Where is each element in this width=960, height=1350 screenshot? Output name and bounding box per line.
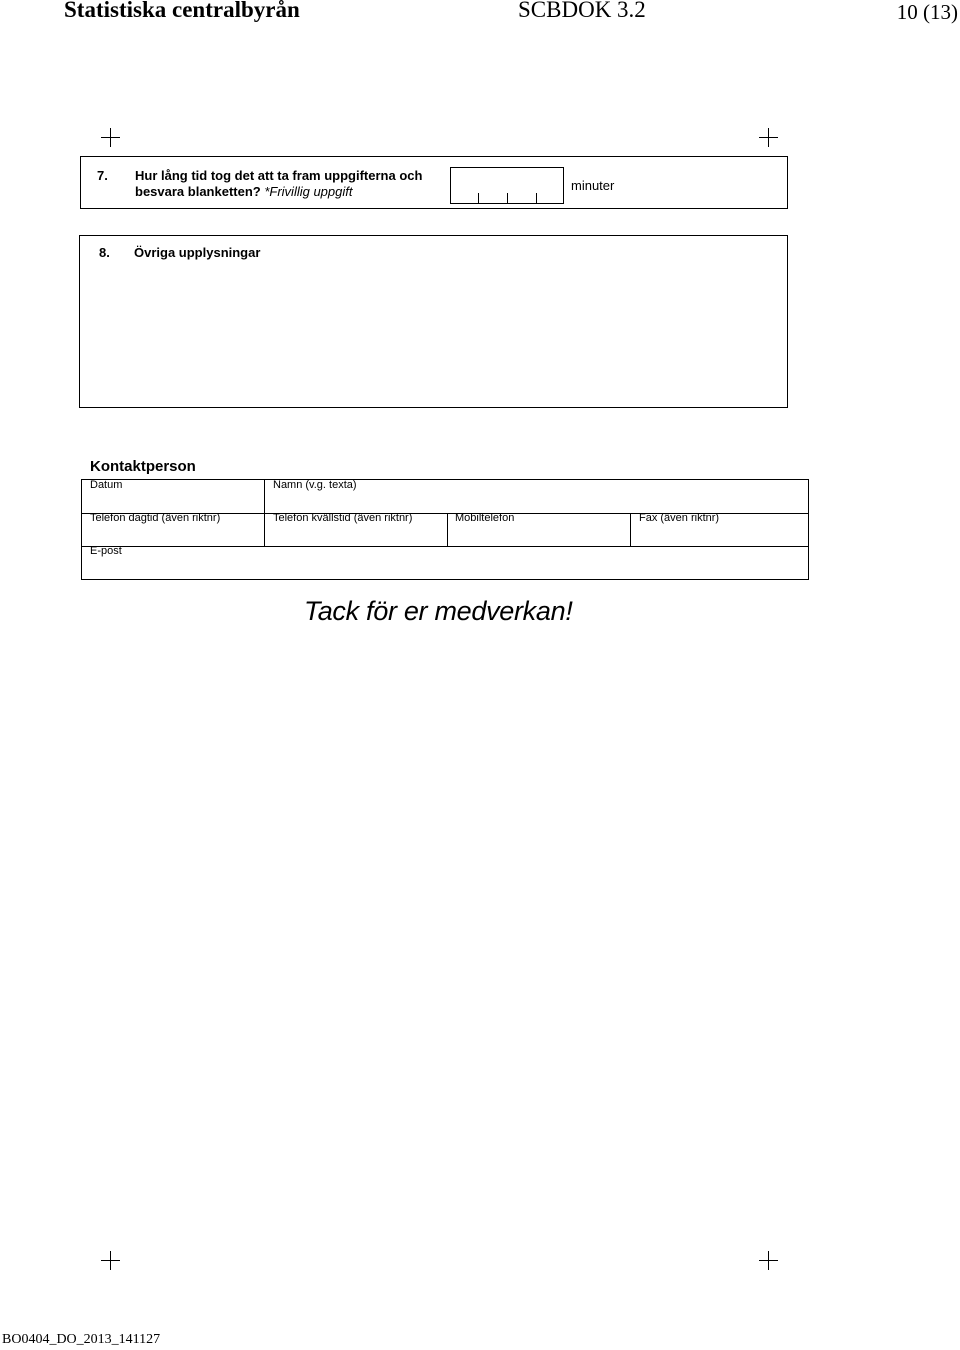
- minutes-unit-label: minuter: [571, 178, 615, 193]
- question-8-box[interactable]: [79, 235, 788, 408]
- question-7-text: [135, 168, 445, 200]
- organization-name: Statistiska centralbyrån: [64, 0, 300, 22]
- registration-mark-icon: [101, 1251, 120, 1270]
- page-number: 10 (13): [896, 0, 958, 24]
- document-id: SCBDOK 3.2: [518, 0, 646, 22]
- date-field[interactable]: Datum: [90, 479, 123, 491]
- thank-you-message: Tack för er medverkan!: [304, 596, 573, 626]
- digit-separator: [507, 193, 508, 203]
- mobile-field[interactable]: Mobiltelefon: [455, 512, 515, 524]
- question-7-number: 7.: [97, 168, 108, 183]
- form-code-footer: BO0404_DO_2013_141127: [2, 1332, 161, 1347]
- row-divider: [82, 546, 808, 547]
- question-7-label: Hur lång tid tog det att ta fram uppgifterna och besvara blanketten?: [135, 168, 423, 199]
- registration-mark-icon: [759, 1251, 778, 1270]
- phone-evening-field[interactable]: Telefon kvällstid (även riktnr): [273, 512, 413, 524]
- fax-field[interactable]: Fax (även riktnr): [639, 512, 720, 524]
- contact-person-table: [81, 479, 809, 580]
- registration-mark-icon: [759, 128, 778, 147]
- column-divider: [264, 480, 265, 546]
- phone-day-field[interactable]: Telefon dagtid (även riktnr): [90, 512, 221, 524]
- name-field[interactable]: Namn (v.g. texta): [273, 479, 357, 491]
- column-divider: [447, 513, 448, 546]
- question-8-number: 8.: [99, 245, 110, 260]
- minutes-input[interactable]: [450, 167, 564, 204]
- column-divider: [630, 513, 631, 546]
- email-field[interactable]: E-post: [90, 545, 122, 557]
- question-8-label: Övriga upplysningar: [134, 245, 261, 260]
- optional-note: *Frivillig uppgift: [264, 184, 353, 199]
- digit-separator: [536, 193, 537, 203]
- question-7-box: [80, 156, 788, 209]
- contact-person-title: Kontaktperson: [90, 458, 196, 475]
- registration-mark-icon: [101, 128, 120, 147]
- digit-separator: [478, 193, 479, 203]
